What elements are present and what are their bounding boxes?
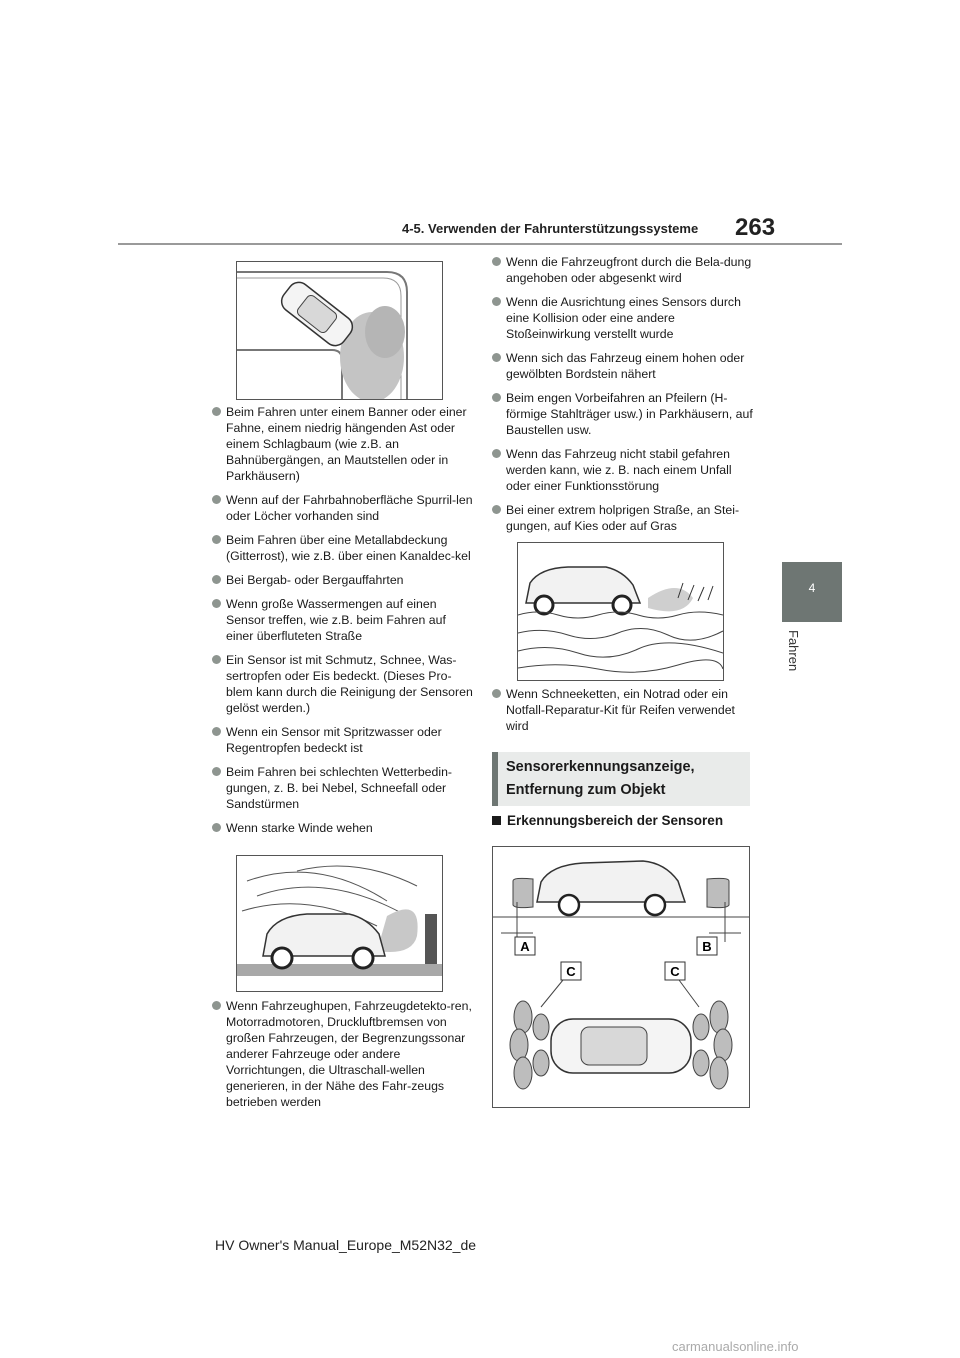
list-item: Bei einer extrem holprigen Straße, an Stei-gungen, auf Kies oder auf Gras	[492, 502, 754, 534]
bullet-icon	[212, 823, 221, 832]
list-item: Wenn Fahrzeughupen, Fahrzeugdetekto-ren, Motorradmotoren, Druckluftbremsen von großen Fahrzeugen, der Begrenzungssonar anderer Fahrzeuge oder andere Vorrichtungen, die Ultraschall-wellen generieren, in der Nähe des Fahr-zeugs betrieben werden	[212, 998, 474, 1110]
bullet-icon	[212, 495, 221, 504]
bullet-icon	[492, 297, 501, 306]
figure-strong-wind	[236, 855, 443, 992]
bullet-icon	[212, 727, 221, 736]
list-item: Wenn starke Winde wehen	[212, 820, 474, 836]
list-item: Wenn sich das Fahrzeug einem hohen oder gewölbten Bordstein nähert	[492, 350, 754, 382]
bullet-icon	[492, 353, 501, 362]
label-c-right: C	[670, 964, 680, 979]
list-item: Wenn große Wassermengen auf einen Sensor treffen, wie z.B. beim Fahren auf einer überfluteten Straße	[212, 596, 474, 644]
right-bullet-list-1	[492, 254, 754, 542]
list-item: Beim Fahren unter einem Banner oder einer Fahne, einem niedrig hängenden Ast oder einem Schlagbaum (wie z.B. an Bahnübergängen, an Mautstellen oder in Parkhäusern)	[212, 404, 474, 484]
label-b: B	[702, 939, 712, 954]
figure-rough-terrain	[517, 542, 724, 681]
bullet-icon	[212, 1001, 221, 1010]
bullet-icon	[492, 505, 501, 514]
right-bullet-list-2	[492, 686, 754, 742]
bullet-icon	[492, 689, 501, 698]
list-item: Wenn das Fahrzeug nicht stabil gefahren werden kann, wie z. B. nach einem Unfall oder einer Funktionsstörung	[492, 446, 754, 494]
figure-sensor-range	[492, 846, 750, 1108]
label-c-left: C	[566, 964, 576, 979]
square-bullet-icon	[492, 816, 501, 825]
bullet-icon	[492, 393, 501, 402]
list-item: Ein Sensor ist mit Schmutz, Schnee, Was-sertropfen oder Eis bedeckt. (Dieses Pro-blem kann durch die Reinigung der Sensoren gelöst werden.)	[212, 652, 474, 716]
chapter-number: 4	[808, 581, 816, 595]
bullet-icon	[492, 449, 501, 458]
bullet-icon	[212, 599, 221, 608]
list-item: Beim Fahren über eine Metallabdeckung (Gitterrost), wie z.B. über einen Kanaldec-kel	[212, 532, 474, 564]
section-heading: Sensorerkennungsanzeige, Entfernung zum Objekt	[506, 759, 695, 798]
list-item: Wenn Schneeketten, ein Notrad oder ein Notfall-Reparatur-Kit für Reifen verwendet wird	[492, 686, 754, 734]
bullet-icon	[212, 535, 221, 544]
list-item: Beim Fahren bei schlechten Wetterbedin-gungen, z. B. bei Nebel, Schneefall oder Sandstürmen	[212, 764, 474, 812]
bullet-icon	[212, 655, 221, 664]
list-item: Wenn die Fahrzeugfront durch die Bela-dung angehoben oder abgesenkt wird	[492, 254, 754, 286]
page-number: 263	[735, 214, 776, 241]
footer: HV Owner's Manual_Europe_M52N32_de	[215, 1237, 477, 1253]
list-item: Wenn auf der Fahrbahnoberfläche Spurril-len oder Löcher vorhanden sind	[212, 492, 474, 524]
chapter-label: Fahren	[786, 630, 801, 672]
header-rule	[118, 243, 842, 245]
list-item: Wenn ein Sensor mit Spritzwasser oder Regentropfen bedeckt ist	[212, 724, 474, 756]
section-heading-bar	[492, 752, 498, 806]
bullet-icon	[212, 575, 221, 584]
figure-garage-turn	[236, 261, 443, 400]
list-item: Beim engen Vorbeifahren an Pfeilern (H-förmige Stahlträger usw.) in Parkhäusern, auf Baustellen usw.	[492, 390, 754, 438]
subheading: Erkennungsbereich der Sensoren	[492, 813, 723, 828]
left-bullet-list-1	[212, 404, 474, 844]
list-item: Wenn die Ausrichtung eines Sensors durch eine Kollision oder eine andere Stoßeinwirkung verstellt wurde	[492, 294, 754, 342]
list-item: Bei Bergab- oder Bergauffahrten	[212, 572, 474, 588]
label-a: A	[520, 939, 530, 954]
bullet-icon	[492, 257, 501, 266]
bullet-icon	[212, 767, 221, 776]
bullet-icon	[212, 407, 221, 416]
section-title: 4-5. Verwenden der Fahrunterstützungssysteme	[402, 221, 699, 236]
watermark: carmanualsonline.info	[672, 1339, 799, 1354]
left-bullet-list-2	[212, 998, 474, 1118]
